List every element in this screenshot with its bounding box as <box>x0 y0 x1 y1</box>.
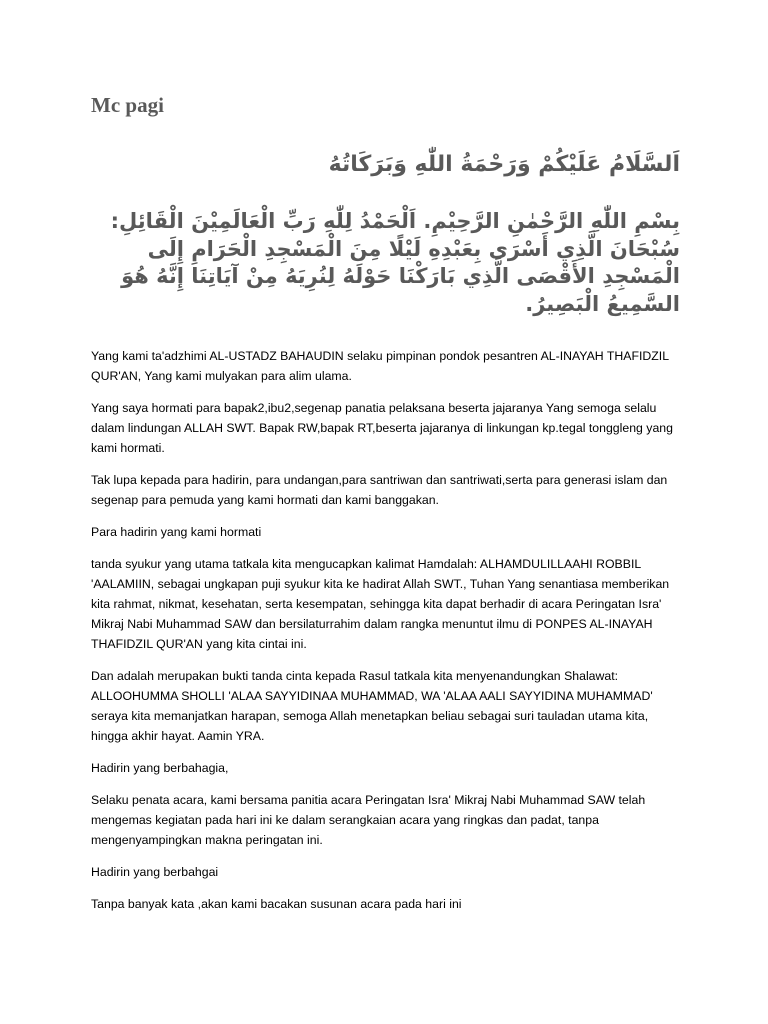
paragraph-shalawat: Dan adalah merupakan bukti tanda cinta kepada Rasul tatkala kita menyenandungkan Shalawat: ALLOOHUMMA SHOLLI 'ALAA SAYYIDINAA MUHAMMAD, WA 'ALAA AALI SAYYIDINA MUHAMMAD' seraya kita memanjatkan harapan, semoga Allah menetapkan beliau sebagai suri tauladan utama kita, hingga akhir hayat. Aamin YRA. <box>91 669 653 743</box>
arabic-salam: اَلسَّلَامُ عَلَيْكُمْ وَرَحْمَةُ اللّٰهِ وَبَرَكَاتُهُ <box>328 152 680 177</box>
paragraph-greeting-committee: Yang saya hormati para bapak2,ibu2,segenap panatia pelaksana beserta jajaranya Yang semoga selalu dalam lindungan ALLAH SWT. Bapak RW,bapak RT,beserta jajaranya di linkungan kp.tegal tonggleng yang kami hormati. <box>91 401 673 455</box>
paragraph-greeting-audience: Tak lupa kepada para hadirin, para undangan,para santriwan dan santriwati,serta para generasi islam dan segenap para pemuda yang kami hormati dan kami banggakan. <box>91 473 668 507</box>
paragraph-hamdalah: tanda syukur yang utama tatkala kita mengucapkan kalimat Hamdalah: ALHAMDULILLAAHI ROBBIL 'AALAMIIN, sebagai ungkapan puji syukur kita ke hadirat Allah SWT., Tuhan Yang senantiasa memberikan kita rahmat, nikmat, kesehatan, serta kesempatan, sehingga kita dapat berhadir di acara Peringatan Isra' Mikraj Nabi Muhammad SAW dan bersilaturrahim dalam rangka menuntut ilmu di PONPES AL-INAYAH THAFIDZIL QUR'AN yang kita cintai ini. <box>91 557 670 651</box>
arabic-basmalah: بِسْمِ اللّٰهِ الرَّحْمٰنِ الرَّحِيْمِ. اَلْحَمْدُ لِلّٰهِ رَبِّ الْعَالَمِيْنَ الْقَائِلِ: سُبْحَانَ الَّذِي أَسْرَى بِعَبْدِهِ لَيْلًا مِنَ الْمَسْجِدِ الْحَرَامِ إِلَى الْمَسْجِدِ الأَقْصَى الَّذِي بَارَكْنَا حَوْلَهُ لِنُرِيَهُ مِنْ آيَاتِنَا إِنَّهُ هُوَ السَّمِيعُ الْبَصِيرُ. <box>110 209 680 316</box>
paragraph-address-audience: Para hadirin yang kami hormati <box>91 525 262 539</box>
paragraph-address-audience-2: Hadirin yang berbahagia, <box>91 761 229 775</box>
paragraph-address-audience-3: Hadirin yang berbahgai <box>91 865 219 879</box>
document-title: Mc pagi <box>91 93 164 117</box>
paragraph-agenda-intro: Tanpa banyak kata ,akan kami bacakan susunan acara pada hari ini <box>91 897 462 911</box>
paragraph-greeting-ustadz: Yang kami ta'adzhimi AL-USTADZ BAHAUDIN selaku pimpinan pondok pesantren AL-INAYAH THAFIDZIL QUR'AN, Yang kami mulyakan para alim ulama. <box>91 349 669 383</box>
document-body <box>91 346 681 926</box>
paragraph-event-intro: Selaku penata acara, kami bersama panitia acara Peringatan Isra' Mikraj Nabi Muhammad SAW telah mengemas kegiatan pada hari ini ke dalam serangkaian acara yang ringkas dan padat, tanpa mengenyampingkan makna peringatan ini. <box>91 793 646 847</box>
